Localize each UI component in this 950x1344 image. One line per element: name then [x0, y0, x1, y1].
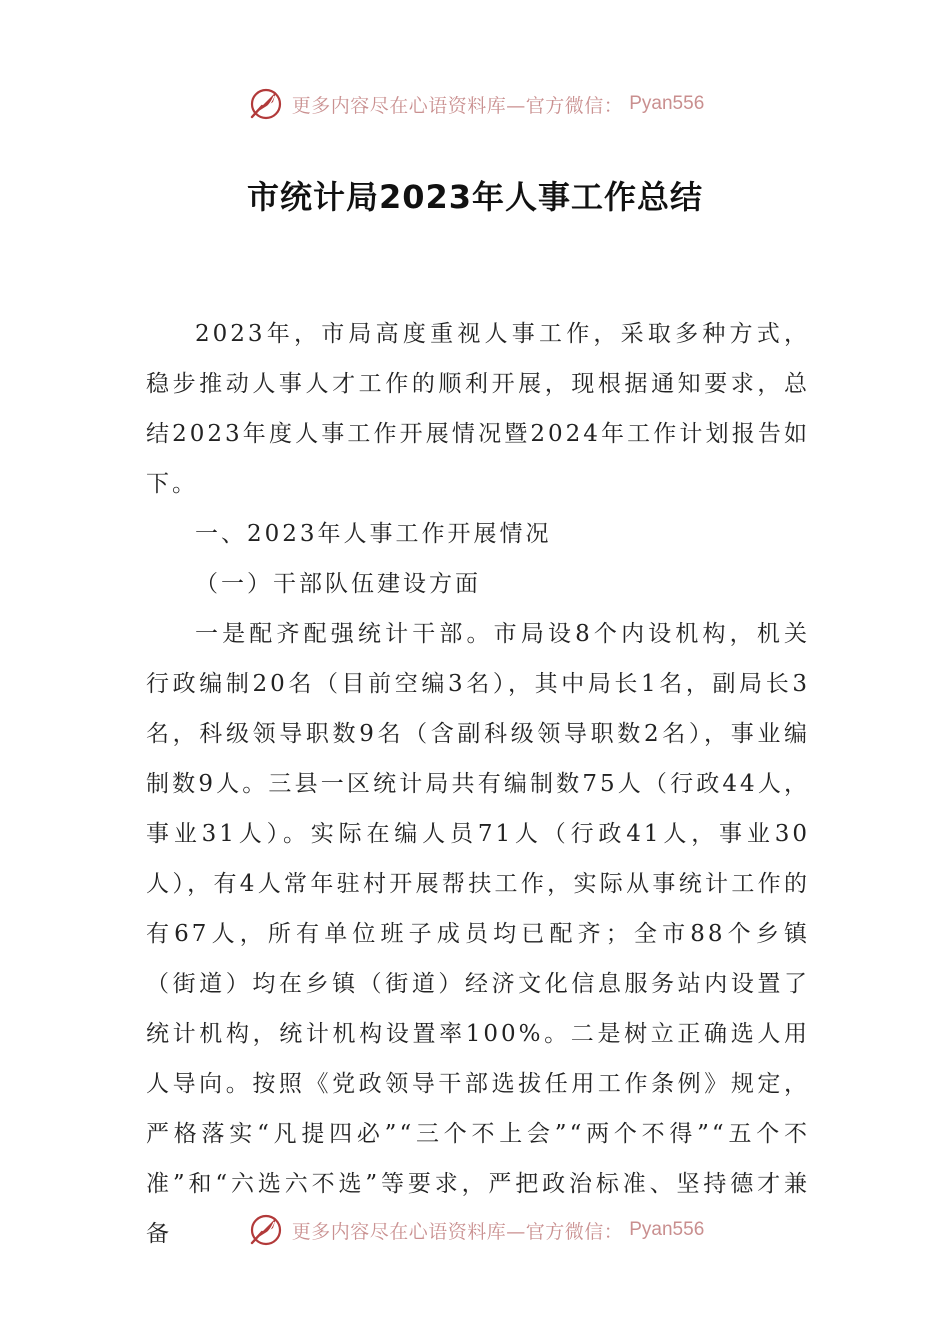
document-title: 市统计局2023年人事工作总结: [246, 178, 704, 216]
banner-text: 更多内容尽在心语资料库—官方微信：: [291, 1220, 624, 1243]
footer-watermark-banner: [0, 1208, 950, 1252]
section-heading: 一、2023年人事工作开展情况: [195, 521, 552, 547]
banner-text: 更多内容尽在心语资料库—官方微信：: [291, 94, 624, 117]
body-paragraph: 一是配齐配强统计干部。市局设8个内设机构，机关行政编制20名（目前空编3名），其中局长1名，副局长3名，科级领导职数9名（含副科级领导职数2名），事业编制数9人。三县一区统计局共有编制数75人（行政44人，事业31人）。实际在编人员71人（行政41人，事业30人），有4人常年驻村开展帮扶工作，实际从事统计工作的有67人，所有单位班子成员均已配齐；全市88个乡镇（街道）均在乡镇（街道）经济文化信息服务站内设置了统计机构，统计机构设置率100%。二是树立正确选人用人导向。按照《党政领导干部选拔任用工作条例》规定，严格落实“凡提四必”“三个不上会”“两个不得”“五个不准”和“六选六不选”等要求，严把政治标准、坚持德才兼备: [146, 621, 810, 1247]
banner-wechat-id: Pyan556: [629, 1219, 705, 1240]
feather-pen-logo-icon: [246, 1210, 286, 1250]
banner-wechat-id: Pyan556: [629, 93, 705, 114]
subsection-heading: （一）干部队伍建设方面: [195, 571, 481, 597]
intro-paragraph: 2023年，市局高度重视人事工作，采取多种方式，稳步推动人事人才工作的顺利开展，现根据通知要求，总结2023年度人事工作开展情况暨2024年工作计划报告如下。: [146, 321, 810, 497]
feather-pen-logo-icon: [246, 84, 286, 124]
document-body: [146, 309, 810, 1259]
header-watermark-banner: [0, 82, 950, 126]
